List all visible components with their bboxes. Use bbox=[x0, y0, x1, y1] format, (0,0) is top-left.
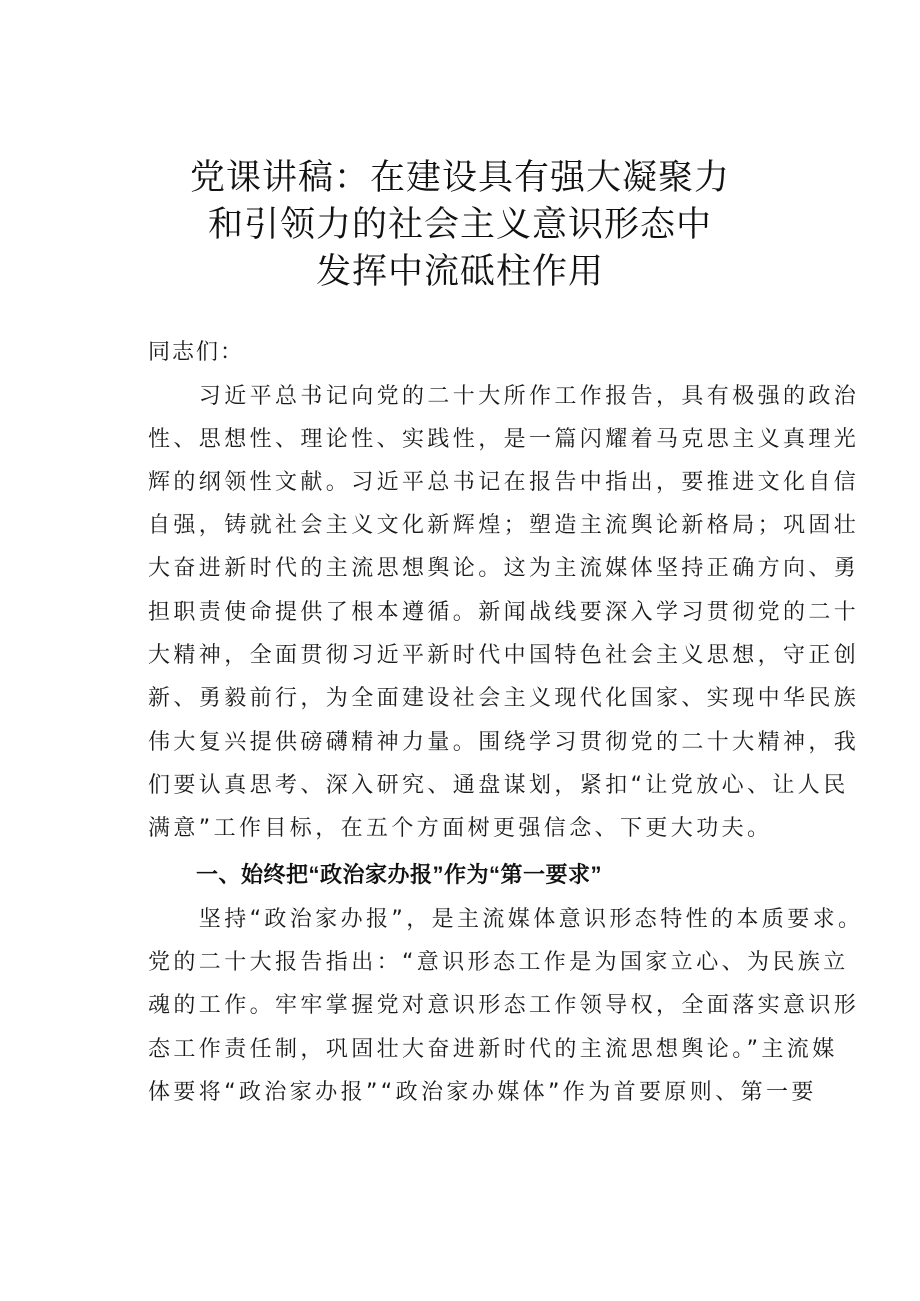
paragraph-2-line: 魂的工作。牢牢掌握党对意识形态工作领导权，全面落实意识形 bbox=[148, 993, 860, 1018]
document-title-line-3: 发挥中流砥柱作用 bbox=[315, 252, 604, 292]
greeting: 同志们： bbox=[148, 340, 245, 365]
paragraph-1-line: 新、勇毅前行，为全面建设社会主义现代化国家、实现中华民族 bbox=[148, 686, 860, 711]
paragraph-1-line: 大精神，全面贯彻习近平新时代中国特色社会主义思想，守正创 bbox=[148, 643, 860, 668]
paragraph-1-line: 伟大复兴提供磅礴精神力量。围绕学习贯彻党的二十大精神，我 bbox=[148, 730, 860, 755]
paragraph-1-line: 习近平总书记向党的二十大所作工作报告，具有极强的政治 bbox=[148, 384, 860, 409]
paragraph-2-line: 态工作责任制，巩固壮大奋进新时代的主流思想舆论。”主流媒 bbox=[148, 1037, 838, 1062]
paragraph-2-line: 党的二十大报告指出：“意识形态工作是为国家立心、为民族立 bbox=[148, 950, 849, 975]
paragraph-1-line: 们要认真思考、深入研究、通盘谋划，紧扣“让党放心、让人民 bbox=[148, 773, 849, 798]
section-1-heading: 一、始终把“政治家办报”作为“第一要求” bbox=[196, 862, 603, 887]
paragraph-1-line: 性、思想性、理论性、实践性，是一篇闪耀着马克思主义真理光 bbox=[148, 427, 860, 452]
paragraph-1-line: 辉的纲领性文献。习近平总书记在报告中指出，要推进文化自信 bbox=[148, 470, 860, 495]
document-title-line-1: 党课讲稿：在建设具有强大凝聚力 bbox=[189, 158, 730, 198]
document-title-line-2: 和引领力的社会主义意识形态中 bbox=[207, 205, 712, 245]
paragraph-1-line: 自强，铸就社会主义文化新辉煌；塑造主流舆论新格局；巩固壮 bbox=[148, 513, 860, 538]
paragraph-1-line: 大奋进新时代的主流思想舆论。这为主流媒体坚持正确方向、勇 bbox=[148, 556, 860, 581]
paragraph-1-line: 满意”工作目标，在五个方面树更强信念、下更大功夫。 bbox=[148, 816, 773, 841]
paragraph-2-line: 体要将“政治家办报”“政治家办媒体”作为首要原则、第一要 bbox=[148, 1080, 817, 1105]
paragraph-1-line: 担职责使命提供了根本遵循。新闻战线要深入学习贯彻党的二十 bbox=[148, 600, 860, 625]
paragraph-2-line: 坚持“政治家办报”，是主流媒体意识形态特性的本质要求。 bbox=[148, 907, 864, 932]
